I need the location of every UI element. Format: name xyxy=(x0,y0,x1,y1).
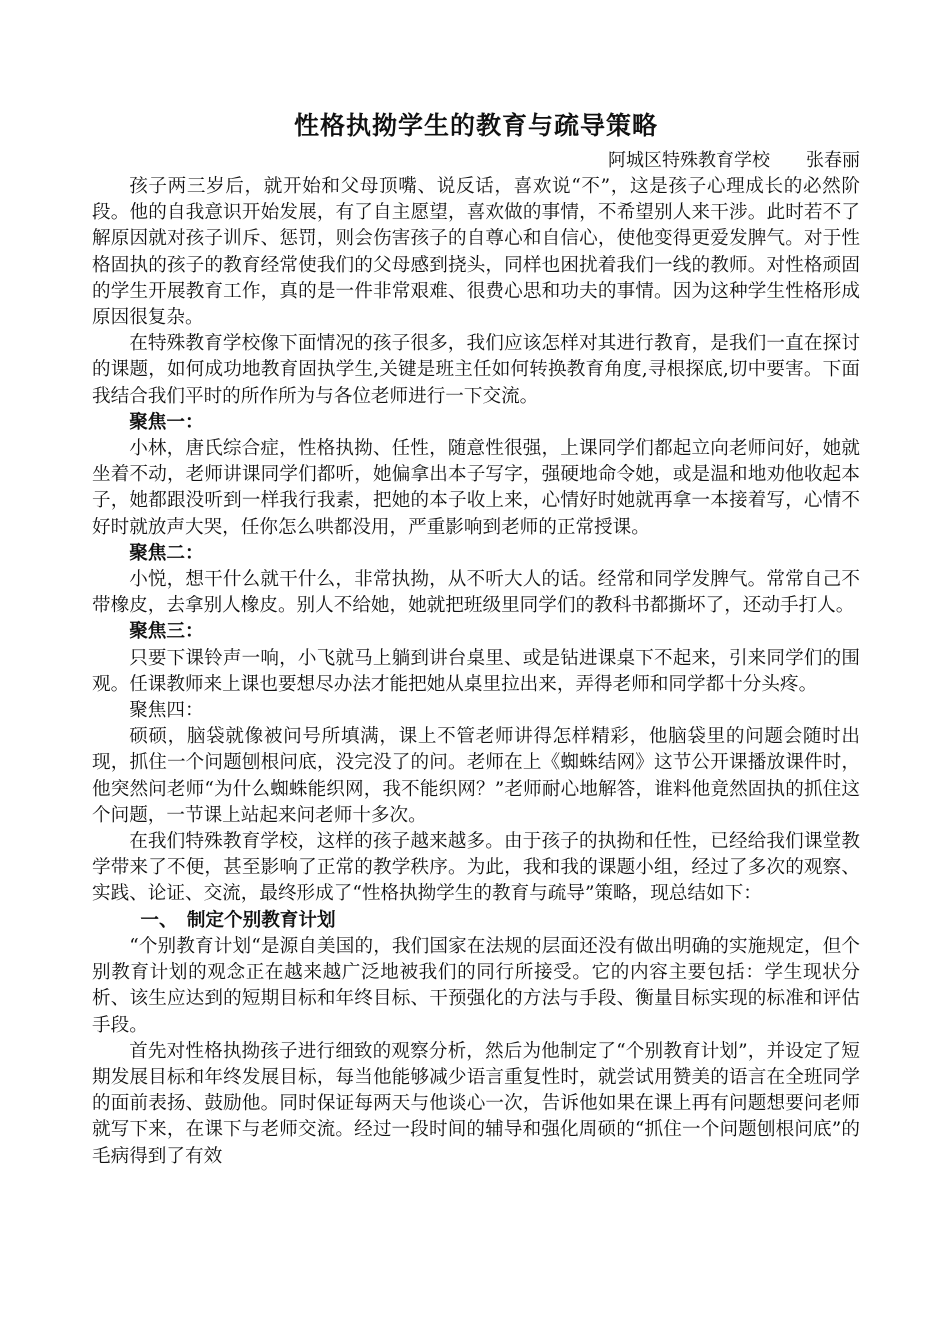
section-1-paragraph-1: “个别教育计划“是源自美国的，我们国家在法规的层面还没有做出明确的实施规定，但个别教育计划的观念正在越来越广泛地被我们的同行所接受。它的内容主要包括：学生现状分析、该生应达到的短期目标和年终目标、干预强化的方法与手段、衡量目标实现的标准和评估手段。 xyxy=(92,935,860,1036)
intro-paragraph-2: 在特殊教育学校像下面情况的孩子很多，我们应该怎样对其进行教育，是我们一直在探讨的课题，如何成功地教育固执学生,关键是班主任如何转换教育角度,寻根探底,切中要害。下面我结合我们平时的所作所为与各位老师进行一下交流。 xyxy=(92,333,860,407)
focus-1-text: 小林，唐氏综合症，性格执拗、任性，随意性很强，上课同学们都起立向老师问好，她就坐着不动，老师讲课同学们都听，她偏拿出本子写字，强硬地命令她，或是温和地劝他收起本子，她都跟没听到一样我行我素，把她的本子收上来，心情好时她就再拿一本接着写，心情不好时就放声大哭，任你怎么哄都没用，严重影响到老师的正常授课。 xyxy=(92,438,860,538)
focus-2-text: 小悦，想干什么就干什么，非常执拗，从不听大人的话。经常和同学发脾气。常常自己不带橡皮，去拿别人橡皮。别人不给她，她就把班级里同学们的教科书都撕坏了，还动手打人。 xyxy=(92,569,860,617)
focus-4-label: 聚焦四： xyxy=(129,700,204,722)
intro-paragraph-1: 孩子两三岁后，就开始和父母顶嘴、说反话，喜欢说“不”，这是孩子心理成长的必然阶段。他的自我意识开始发展，有了自主愿望，喜欢做的事情，不希望别人来干涉。此时若不了解原因就对孩子训斥、惩罚，则会伤害孩子的自尊心和自信心，使他变得更爱发脾气。对于性格固执的孩子的教育经常使我们的父母感到挠头，同样也困扰着我们一线的教师。对性格顽固的学生开展教育工作，真的是一件非常艰难、很费心思和功夫的事情。因为这种学生性格形成原因很复杂。 xyxy=(92,176,860,329)
focus-2-label: 聚焦二： xyxy=(129,542,204,564)
author-line: 阿城区特殊教育学校 张春丽 xyxy=(608,150,860,171)
focus-4-text: 硕硕，脑袋就像被问号所填满，课上不管老师讲得怎样精彩，他脑袋里的问题会随时出现，抓住一个问题刨根问底，没完没了的问。老师在上《蜘蛛结网》这节公开课播放课件时，他突然问老师“为什么蜘蛛能织网，我不能织网？”老师耐心地解答，谁料他竟然固执的抓住这个问题，一节课上站起来问老师十多次。 xyxy=(92,726,860,826)
focus-3-text: 只要下课铃声一响，小飞就马上躺到讲台桌里、或是钻进课桌下不起来，引来同学们的围观。任课教师来上课也要想尽办法才能把她从桌里拉出来，弄得老师和同学都十分头疼。 xyxy=(92,647,860,695)
section-1-paragraph-2: 首先对性格执拗孩子进行细致的观察分析，然后为他制定了“个别教育计划”，并设定了短期发展目标和年终发展目标，每当他能够减少语言重复性时，就尝试用赞美的语言在全班同学的面前表扬、鼓励他。同时保证每两天与他谈心一次，告诉他如果在课上再有问题想要问老师就写下来，在课下与老师交流。经过一段时间的辅导和强化周硕的“抓住一个问题刨根问底”的毛病得到了有效 xyxy=(92,1040,860,1167)
summary-paragraph: 在我们特殊教育学校，这样的孩子越来越多。由于孩子的执拗和任性，已经给我们课堂教学带来了不便，甚至影响了正常的教学秩序。为此，我和我的课题小组，经过了多次的观察、实践、论证、交流，最终形成了“性格执拗学生的教育与疏导”策略，现总结如下： xyxy=(92,831,860,905)
document-title: 性格执拗学生的教育与疏导策略 xyxy=(293,111,658,140)
document-page xyxy=(92,104,860,1170)
section-1-heading: 一、 制定个别教育计划 xyxy=(140,909,336,931)
focus-3-label: 聚焦三： xyxy=(129,621,204,643)
focus-1-label: 聚焦一： xyxy=(129,411,204,433)
